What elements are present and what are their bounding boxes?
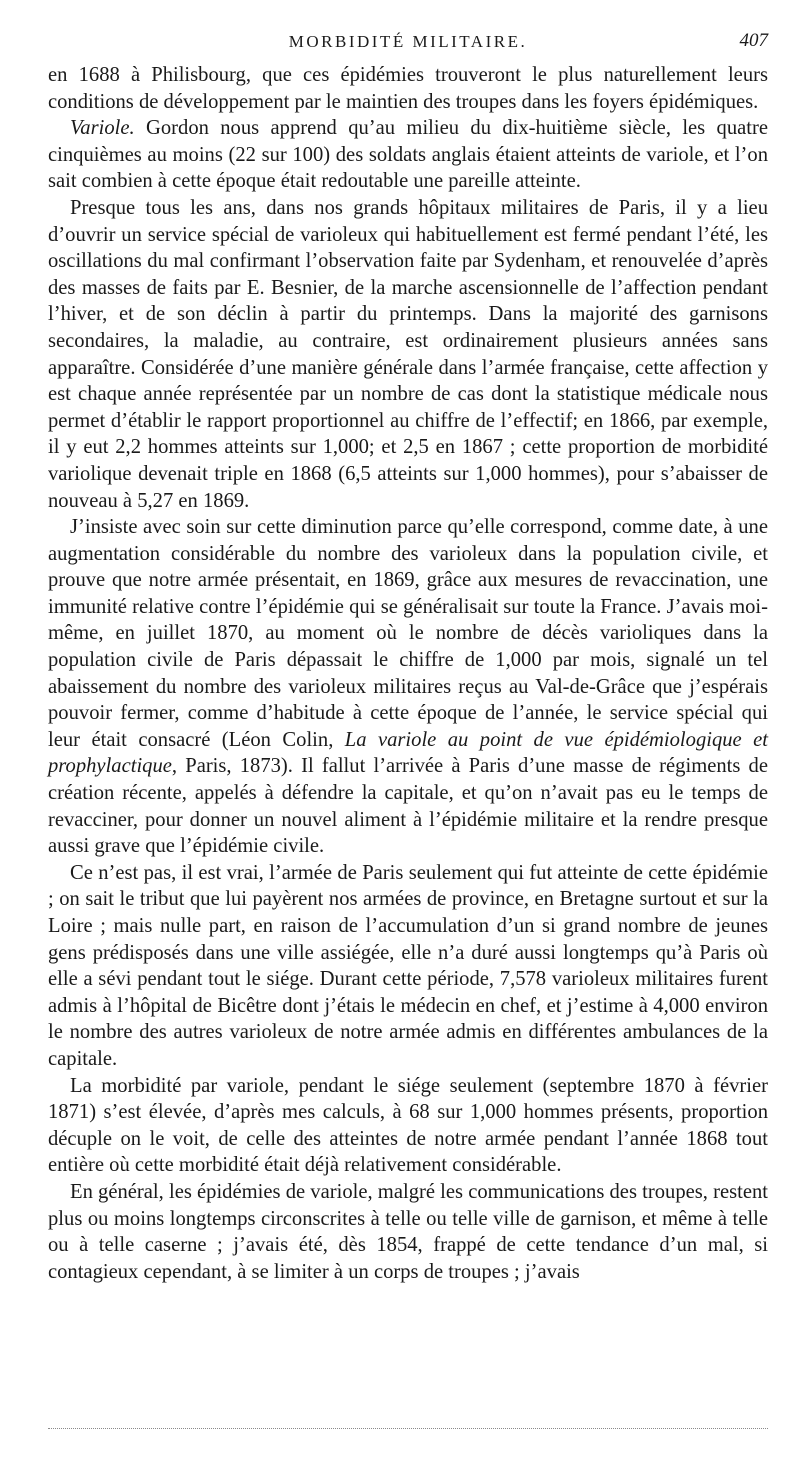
paragraph-text-before-citation: J’insiste avec soin sur cette diminution parce qu’elle correspond, comme date, à une augmentation considérable du nombre des varioleux dans la population civile, et prouve que notre armée présentait, en 1869, grâce aux mesures de revaccination, une immunité relative contre l’épidémie qui se généralisait sur toute la France. J’avais moi-même, en juillet 1870, au moment où le nombre de décès varioliques dans la population civile de Paris dépassait le chiffre de 1,000 par mois, signalé un tel abaissement du nombre des varioleux militaires reçus au Val-de-Grâce que j’espérais pouvoir fermer, comme d’habitude à cette époque de l’année, le service spécial qui leur était consacré (Léon Colin, [48,516,768,751]
paragraph-text: En général, les épidémies de variole, malgré les communications des troupes, restent plus ou moins longtemps circonscrites à telle ou telle ville de garnison, et même à telle ou à telle caserne ; j’avais été, dès 1854, frappé de cette tendance d’un mal, si contagieux cependant, à se limiter à un corps de troupes ; j’avais [48,1180,768,1283]
page-number: 407 [739,30,768,51]
paragraph-text-after-citation: , Paris, 1873). Il fallut l’arrivée à Paris d’une masse de régiments de création récente, appelés à défendre la capitale, et qu’on n’avait pas eu le temps de revacciner, pour donner un nouvel aliment à l’épidémie militaire et la rendre presque aussi grave que l’épidémie civile. [48,755,768,858]
citation-title: La variole au point de vue épidémiologique et prophylactique [48,728,768,778]
section-lead-variole: Variole. [70,117,135,140]
paragraph-continuation [48,62,768,115]
body-text [48,62,768,1285]
paragraph-text: La morbidité par variole, pendant le siége seulement (septembre 1870 à février 1871) s’est élevée, d’après mes calculs, à 68 sur 1,000 hommes présents, proportion décuple on le voit, de celle des atteintes de notre armée pendant l’année 1868 tout entière où cette morbidité était déjà relativement considérable. [48,1074,768,1177]
running-head [48,30,768,56]
paragraph-variole [48,115,768,195]
paragraph-text: en 1688 à Philisbourg, que ces épidémies trouveront le plus naturellement leurs conditions de développement par le maintien des troupes dans les foyers épidémiques. [48,64,768,113]
paragraph-revaccination [48,514,768,860]
footer-dotted-rule [48,1428,768,1429]
paragraph-text: Presque tous les ans, dans nos grands hôpitaux militaires de Paris, il y a lieu d’ouvrir un service spécial de varioleux qui habituellement est fermé pendant l’été, les oscillations du mal confirmant l’observation faite par Sydenham, et renouvelée d’après des masses de faits par E. Besnier, de la marche ascensionnelle de l’affection pendant l’hiver, et de son déclin à partir du printemps. Dans la majorité des garnisons secondaires, la maladie, au contraire, est ordinairement plusieurs années sans apparaître. Considérée d’une manière générale dans l’armée française, cette affection y est chaque année représentée par un nombre de cas dont la statistique médicale nous permet d’établir le rapport proportionnel au chiffre de l’effectif; en 1866, par exemple, il y eut 2,2 hommes atteints sur 1,000; et 2,5 en 1867 ; cette proportion de morbidité variolique devenait triple en 1868 (6,5 atteints sur 1,000 hommes), pour s’abaisser de nouveau à 5,27 en 1869. [48,196,768,512]
running-title: MORBIDITÉ MILITAIRE. [288,32,528,51]
paragraph-text: Ce n’est pas, il est vrai, l’armée de Paris seulement qui fut atteinte de cette épidémie ; on sait le tribut que lui payèrent nos armées de province, en Bretagne surtout et sur la Loire ; mais nulle part, en raison de l’accumulation d’un si grand nombre de jeunes gens prédisposés dans une ville assiégée, elle n’a duré aussi longtemps qu’à Paris où elle a sévi pendant tout le siége. Durant cette période, 7,578 varioleux militaires furent admis à l’hôpital de Bicêtre dont j’étais le médecin en chef, et j’estime à 4,000 environ le nombre des autres varioleux de notre armée admis en différentes ambulances de la capitale. [48,861,768,1070]
paragraph-siege [48,860,768,1073]
paragraph-text: Gordon nous apprend qu’au milieu du dix-huitième siècle, les quatre cinquièmes au moins (22 sur 100) des soldats anglais étaient atteints de variole, et l’on sait combien à cette époque était redoutable une pareille atteinte. [48,117,768,193]
paragraph-morbidity [48,1073,768,1179]
paragraph-epidemics [48,1179,768,1285]
paragraph-statistics [48,195,768,514]
